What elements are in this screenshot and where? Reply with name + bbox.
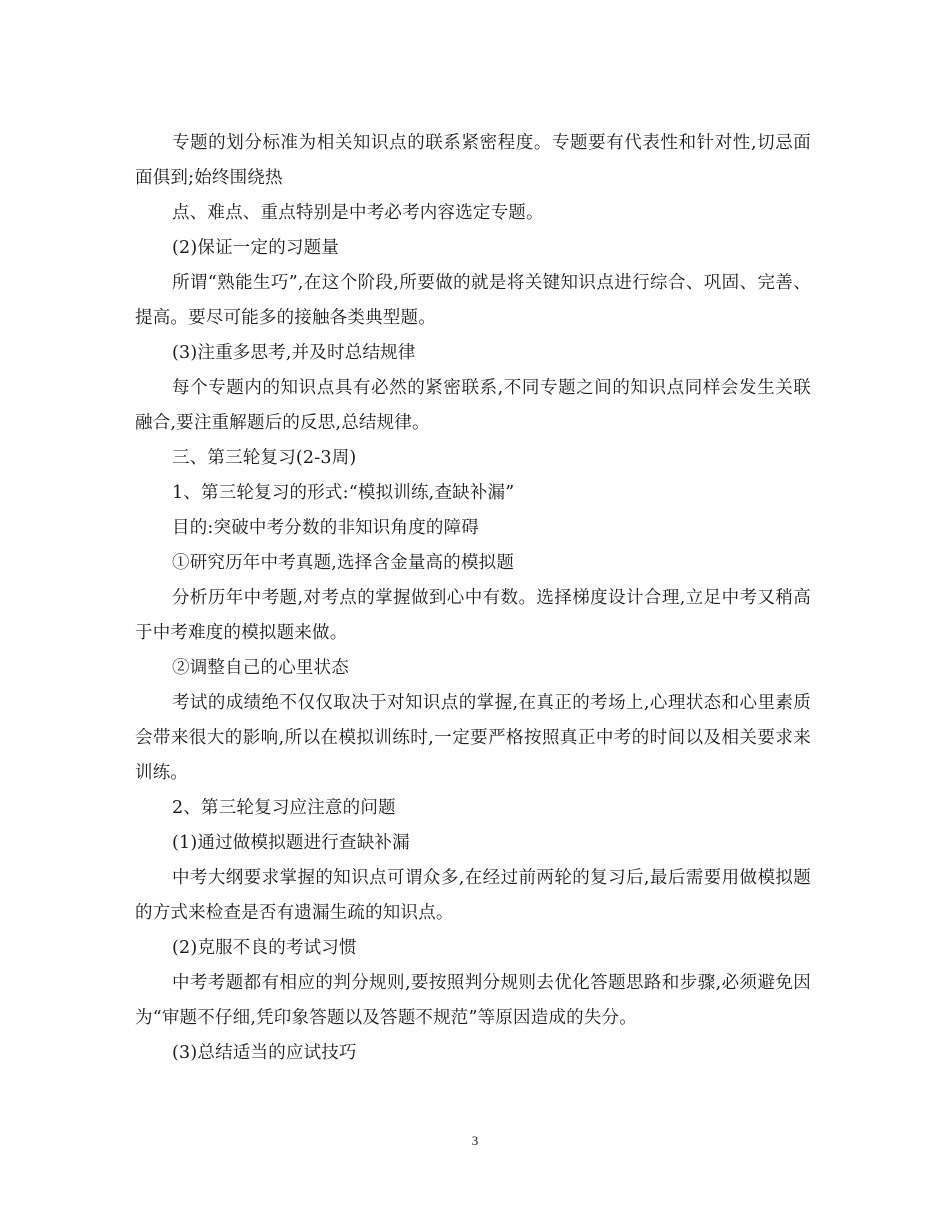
- paragraph: 中考考题都有相应的判分规则,要按照判分规则去优化答题思路和步骤,必须避免因为“审题不仔细,凭印象答题以及答题不规范”等原因造成的失分。: [135, 973, 811, 1028]
- paragraph: 考试的成绩绝不仅仅取决于对知识点的掌握,在真正的考场上,心理状态和心里素质会带来很大的影响,所以在模拟训练时,一定要严格按照真正中考的时间以及相关要求来训练。: [135, 693, 811, 783]
- paragraph: 所谓“熟能生巧”,在这个阶段,所要做的就是将关键知识点进行综合、巩固、完善、提高。要尽可能多的接触各类典型题。: [135, 273, 811, 328]
- paragraph: 1、第三轮复习的形式:“模拟训练,查缺补漏”: [172, 483, 515, 503]
- paragraph: 每个专题内的知识点具有必然的紧密联系,不同专题之间的知识点同样会发生关联融合,要注重解题后的反思,总结规律。: [135, 378, 811, 433]
- paragraph: 2、第三轮复习应注意的问题: [172, 798, 396, 818]
- page-number: 3: [471, 1133, 479, 1148]
- paragraph: ①研究历年中考真题,选择含金量高的模拟题: [172, 553, 515, 573]
- paragraph: (3)注重多思考,并及时总结规律: [172, 343, 416, 363]
- paragraph: 点、难点、重点特别是中考必考内容选定专题。: [172, 203, 544, 223]
- paragraph: 中考大纲要求掌握的知识点可谓众多,在经过前两轮的复习后,最后需要用做模拟题的方式来检查是否有遗漏生疏的知识点。: [135, 868, 811, 923]
- paragraph: (2)保证一定的习题量: [172, 238, 339, 258]
- paragraph: ②调整自己的心里状态: [172, 658, 349, 678]
- paragraph: (3)总结适当的应试技巧: [172, 1043, 357, 1063]
- paragraph: (1)通过做模拟题进行查缺补漏: [172, 833, 410, 853]
- paragraph: (2)克服不良的考试习惯: [172, 938, 357, 958]
- page-body: [135, 126, 811, 1071]
- paragraph: 目的:突破中考分数的非知识角度的障碍: [172, 518, 479, 538]
- section-heading: 三、第三轮复习(2-3周): [172, 448, 357, 468]
- paragraph: 专题的划分标准为相关知识点的联系紧密程度。专题要有代表性和针对性,切忌面面俱到;始终围绕热: [135, 133, 811, 188]
- paragraph: 分析历年中考题,对考点的掌握做到心中有数。选择梯度设计合理,立足中考又稍高于中考难度的模拟题来做。: [135, 588, 811, 643]
